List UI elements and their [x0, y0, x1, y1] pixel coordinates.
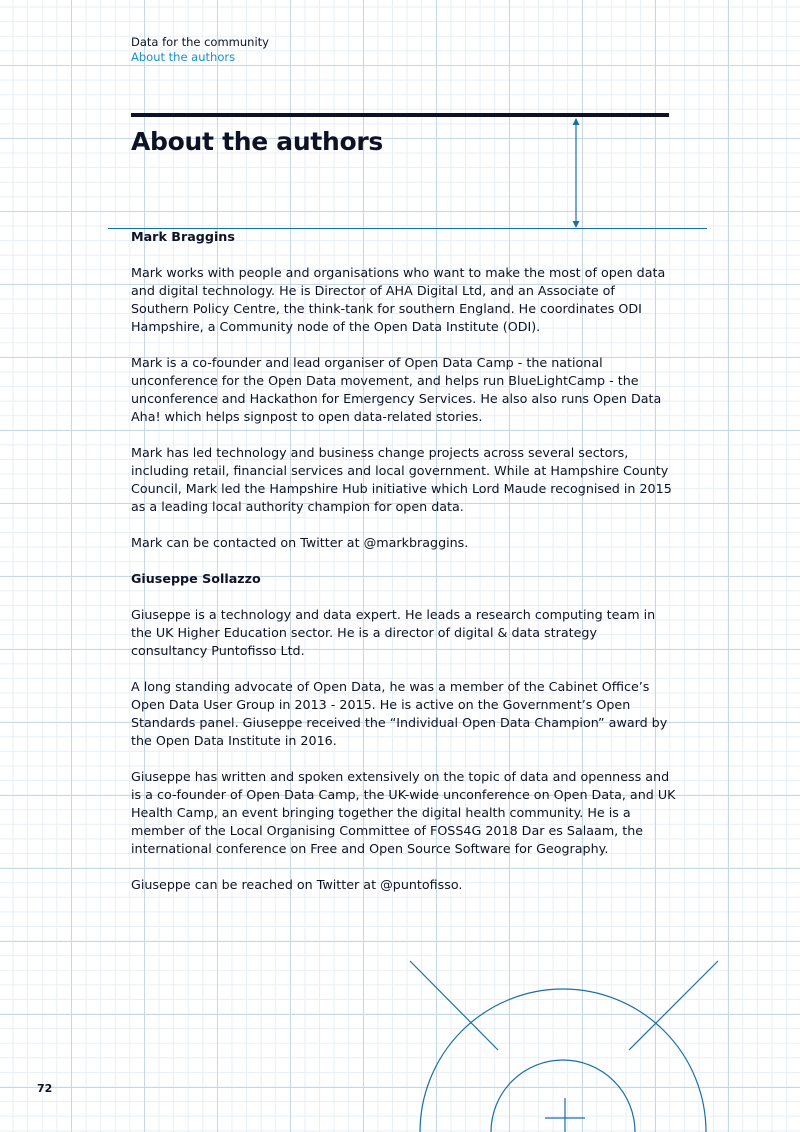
author-name: Mark Braggins [131, 229, 235, 244]
page-number: 72 [37, 1082, 53, 1095]
author-paragraph: Mark works with people and organisations who want to make the most of open data and digital technology. He is Director of AHA Digital Ltd, and an Associate of Southern Policy Centre, the think-tank for southern England. He coordinates ODI Hampshire, a Community node of the Open Data Institute (ODI). [131, 265, 666, 334]
author-paragraph: Giuseppe is a technology and data expert. He leads a research computing team in the UK Higher Education sector. He is a director of digital & data strategy consultancy Puntofisso Ltd. [131, 607, 656, 658]
crosshair-target-icon [400, 955, 800, 1132]
breadcrumb-current: About the authors [131, 50, 236, 64]
author-contact: Giuseppe can be reached on Twitter at @puntofisso. [131, 877, 463, 892]
author-section [131, 228, 676, 552]
author-name: Giuseppe Sollazzo [131, 571, 261, 586]
author-section [131, 570, 676, 894]
authors-content [131, 228, 676, 912]
measure-arrow-icon [568, 116, 584, 230]
author-paragraph: A long standing advocate of Open Data, he was a member of the Cabinet Office’s Open Data User Group in 2013 - 2015. He is active on the Government’s Open Standards panel. Giuseppe received the “Individual Open Data Champion” award by the Open Data Institute in 2016. [131, 679, 668, 748]
breadcrumb-parent: Data for the community [131, 35, 269, 49]
title-rule [131, 113, 669, 117]
page-title: About the authors [131, 127, 383, 156]
author-paragraph: Giuseppe has written and spoken extensively on the topic of data and openness and is a co-founder of Open Data Camp, the UK-wide unconference on Open Data, and UK Health Camp, an event bringing together the digital health community. He is a member of the Local Organising Committee of FOSS4G 2018 Dar es Salaam, the international conference on Free and Open Source Software for Geography. [131, 769, 676, 856]
author-paragraph: Mark has led technology and business change projects across several sectors, including retail, financial services and local government. While at Hampshire County Council, Mark led the Hampshire Hub initiative which Lord Maude recognised in 2015 as a leading local authority champion for open data. [131, 445, 672, 514]
breadcrumb [131, 35, 269, 65]
author-paragraph: Mark is a co-founder and lead organiser of Open Data Camp - the national unconference for the Open Data movement, and helps run BlueLightCamp - the unconference and Hackathon for Emergency Services. He also also runs Open Data Aha! which helps signpost to open data-related stories. [131, 355, 662, 424]
author-contact: Mark can be contacted on Twitter at @markbraggins. [131, 535, 469, 550]
